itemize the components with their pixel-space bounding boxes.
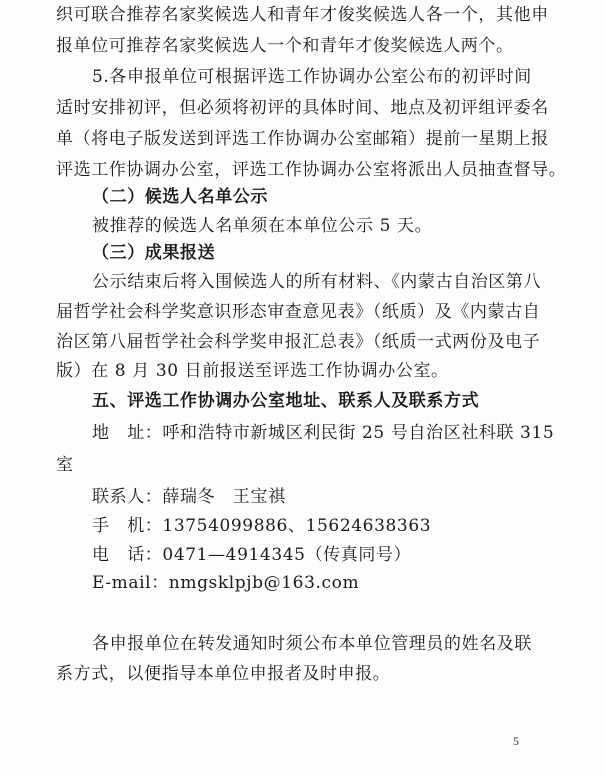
contact-phone: 电 话：0471—4914345（传真同号） [92, 545, 412, 565]
address-line: 地 址：呼和浩特市新城区利民街 25 号自治区社科联 315 [92, 423, 555, 443]
body-text-line: 届哲学社会科学奖意识形态审查意见表》（纸质）及《内蒙古自 [56, 302, 541, 322]
contact-persons: 联系人：薛瑞冬 王宝祺 [92, 487, 286, 507]
subsection-heading: （二）候选人名单公示 [92, 187, 268, 207]
body-text-line: 各申报单位在转发通知时须公布本单位管理员的姓名及联 [92, 634, 532, 654]
address-line-continued: 室 [56, 455, 74, 475]
body-text-line: 织可联合推荐名家奖候选人和青年才俊奖候选人各一个，其他申 [56, 5, 549, 25]
body-text-line: 单（将电子版发送到评选工作协调办公室邮箱）提前一星期上报 [56, 129, 549, 149]
subsection-heading: （三）成果报送 [92, 243, 216, 263]
body-text-line: 适时安排初评，但必须将初评的具体时间、地点及初评组评委名 [56, 98, 549, 118]
body-text-line: 公示结束后将入围候选人的所有材料、《内蒙古自治区第八 [92, 272, 542, 292]
contact-email: E-mail：nmgsklpjb@163.com [92, 573, 360, 593]
body-text-line: 被推荐的候选人名单须在本单位公示 5 天。 [92, 216, 433, 236]
body-text-line: 5.各申报单位可根据评选工作协调办公室公布的初评时间 [92, 67, 532, 87]
body-text-line: 版）在 8 月 30 日前报送至评选工作协调办公室。 [56, 361, 449, 381]
section-heading: 五、评选工作协调办公室地址、联系人及联系方式 [92, 391, 480, 411]
body-text-line: 评选工作协调办公室，评选工作协调办公室将派出人员抽查督导。 [56, 160, 567, 180]
body-text-line: 治区第八届哲学社会科学奖申报汇总表》（纸质一式两份及电子 [56, 332, 541, 352]
body-text-line: 报单位可推荐名家奖候选人一个和青年才俊奖候选人两个。 [56, 36, 514, 56]
contact-mobile: 手 机：13754099886、15624638363 [92, 516, 432, 536]
body-text-line: 系方式，以便指导本单位申报者及时申报。 [56, 664, 391, 684]
page-number: 5 [513, 734, 519, 748]
